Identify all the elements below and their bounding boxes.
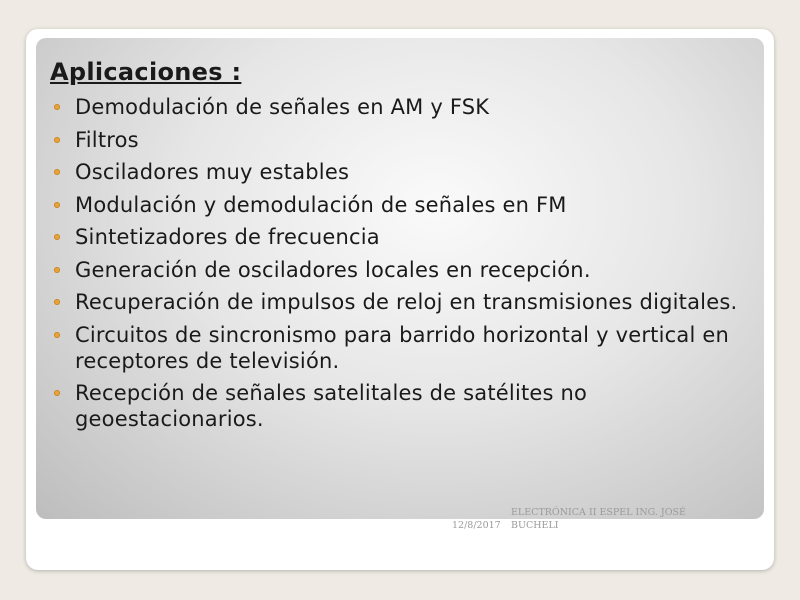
list-item-text: Filtros: [75, 127, 139, 152]
list-item-text: Generación de osciladores locales en recepción.: [75, 257, 591, 282]
bullet-icon: [54, 390, 60, 396]
bullet-icon: [54, 332, 60, 338]
list-item-text: Recuperación de impulsos de reloj en transmisiones digitales.: [75, 290, 738, 314]
list-item: [50, 322, 750, 374]
list-item: [50, 257, 750, 283]
bullet-icon: [54, 299, 60, 305]
list-item: [50, 192, 750, 218]
slide-title: Aplicaciones :: [50, 58, 242, 86]
bullet-icon: [54, 169, 60, 175]
bullet-icon: [54, 202, 60, 208]
list-item-text: Osciladores muy estables: [75, 160, 350, 184]
list-item-text: Modulación y demodulación de señales en FM: [75, 192, 567, 217]
content-panel: [36, 38, 764, 519]
bullet-icon: [54, 104, 60, 110]
slide: [26, 29, 774, 570]
list-item: [50, 127, 750, 153]
bullet-icon: [54, 234, 60, 240]
list-item-text: Sintetizadores de frecuencia: [75, 225, 380, 249]
list-item: [50, 159, 750, 185]
list-item-text: Demodulación de señales en AM y FSK: [75, 95, 490, 119]
slide-content: [50, 56, 750, 439]
list-item: [50, 380, 750, 432]
list-item: [50, 289, 750, 315]
bullet-list: [50, 94, 750, 432]
footer-date: 12/8/2017: [452, 520, 501, 531]
list-item-text: Recepción de señales satelitales de satélites no geoestacionarios.: [75, 381, 588, 431]
list-item: [50, 224, 750, 250]
list-item: [50, 94, 750, 120]
bullet-icon: [54, 137, 60, 143]
bullet-icon: [54, 267, 60, 273]
list-item-text: Circuitos de sincronismo para barrido horizontal y vertical en receptores de televisión.: [75, 322, 729, 373]
footer-author: ELECTRÓNICA II ESPEL ING. JOSÉ BUCHELI: [511, 507, 686, 531]
